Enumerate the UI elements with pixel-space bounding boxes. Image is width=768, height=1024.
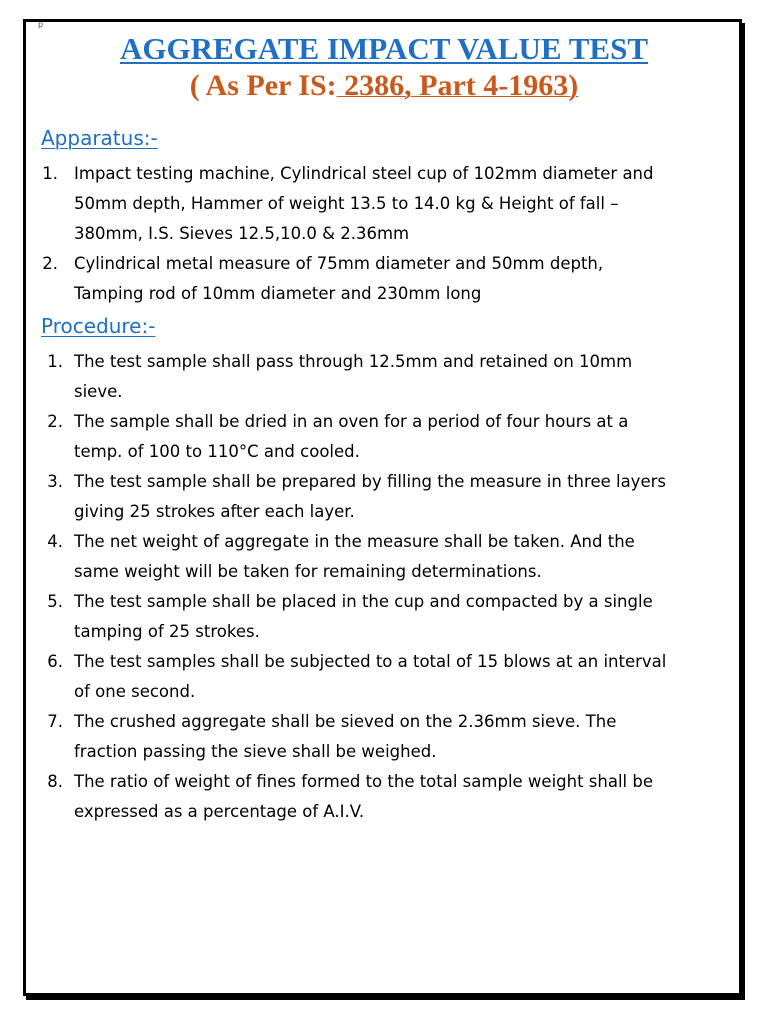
item-text <box>74 407 744 467</box>
item-text-line: The test samples shall be subjected to a total of 15 blows at an interval <box>74 652 667 671</box>
procedure-item <box>0 467 768 527</box>
item-text-line: The ratio of weight of fines formed to the total sample weight shall be <box>74 772 653 791</box>
item-number: 4. <box>47 532 63 551</box>
procedure-heading: Procedure:- <box>41 314 156 338</box>
item-text <box>74 587 744 647</box>
subtitle-part2: 2386, Part 4-1963) <box>336 69 579 102</box>
item-text-line: Cylindrical metal measure of 75mm diameter and 50mm depth, <box>74 254 604 273</box>
item-number: 6. <box>47 652 63 671</box>
apparatus-item <box>0 159 768 249</box>
item-text-line: sieve. <box>74 382 123 401</box>
item-number: 1. <box>42 164 58 183</box>
item-text <box>74 159 744 249</box>
item-text-line: giving 25 strokes after each layer. <box>74 502 355 521</box>
item-text-line: The crushed aggregate shall be sieved on the 2.36mm sieve. The <box>74 712 617 731</box>
procedure-item <box>0 527 768 587</box>
item-number: 2. <box>47 412 63 431</box>
item-number: 2. <box>42 254 58 273</box>
procedure-item <box>0 647 768 707</box>
apparatus-item <box>0 249 768 309</box>
item-text-line: of one second. <box>74 682 196 701</box>
item-number: 7. <box>47 712 63 731</box>
item-text-line: same weight will be taken for remaining determinations. <box>74 562 542 581</box>
item-text-line: temp. of 100 to 110°C and cooled. <box>74 442 360 461</box>
procedure-item <box>0 767 768 827</box>
apparatus-list <box>0 159 768 309</box>
item-text-line: The test sample shall be prepared by filling the measure in three layers <box>74 472 666 491</box>
item-number: 3. <box>47 472 63 491</box>
procedure-item <box>0 407 768 467</box>
document-title: AGGREGATE IMPACT VALUE TEST <box>120 31 648 66</box>
item-text <box>74 467 744 527</box>
item-number: 5. <box>47 592 63 611</box>
item-text <box>74 767 744 827</box>
item-text-line: The test sample shall be placed in the cup and compacted by a single <box>74 592 653 611</box>
apparatus-heading: Apparatus:- <box>41 126 158 150</box>
item-text <box>74 249 744 309</box>
procedure-item <box>0 707 768 767</box>
procedure-list <box>0 347 768 827</box>
item-text-line: The net weight of aggregate in the measure shall be taken. And the <box>74 532 635 551</box>
item-text-line: 50mm depth, Hammer of weight 13.5 to 14.0 kg & Height of fall – <box>74 194 619 213</box>
item-text-line: The test sample shall pass through 12.5mm and retained on 10mm <box>74 352 633 371</box>
item-text-line: Impact testing machine, Cylindrical steel cup of 102mm diameter and <box>74 164 654 183</box>
subtitle-part1: ( As Per IS: <box>189 69 337 102</box>
item-number: 8. <box>47 772 63 791</box>
procedure-item <box>0 587 768 647</box>
item-text <box>74 527 744 587</box>
procedure-item <box>0 347 768 407</box>
corner-mark: p <box>38 20 44 29</box>
item-text <box>74 347 744 407</box>
item-text <box>74 647 744 707</box>
document-subtitle <box>0 69 768 103</box>
item-number: 1. <box>47 352 63 371</box>
item-text-line: expressed as a percentage of A.I.V. <box>74 802 365 821</box>
item-text-line: The sample shall be dried in an oven for a period of four hours at a <box>74 412 629 431</box>
item-text <box>74 707 744 767</box>
item-text-line: fraction passing the sieve shall be weighed. <box>74 742 437 761</box>
item-text-line: tamping of 25 strokes. <box>74 622 260 641</box>
item-text-line: 380mm, I.S. Sieves 12.5,10.0 & 2.36mm <box>74 224 410 243</box>
item-text-line: Tamping rod of 10mm diameter and 230mm long <box>74 284 482 303</box>
